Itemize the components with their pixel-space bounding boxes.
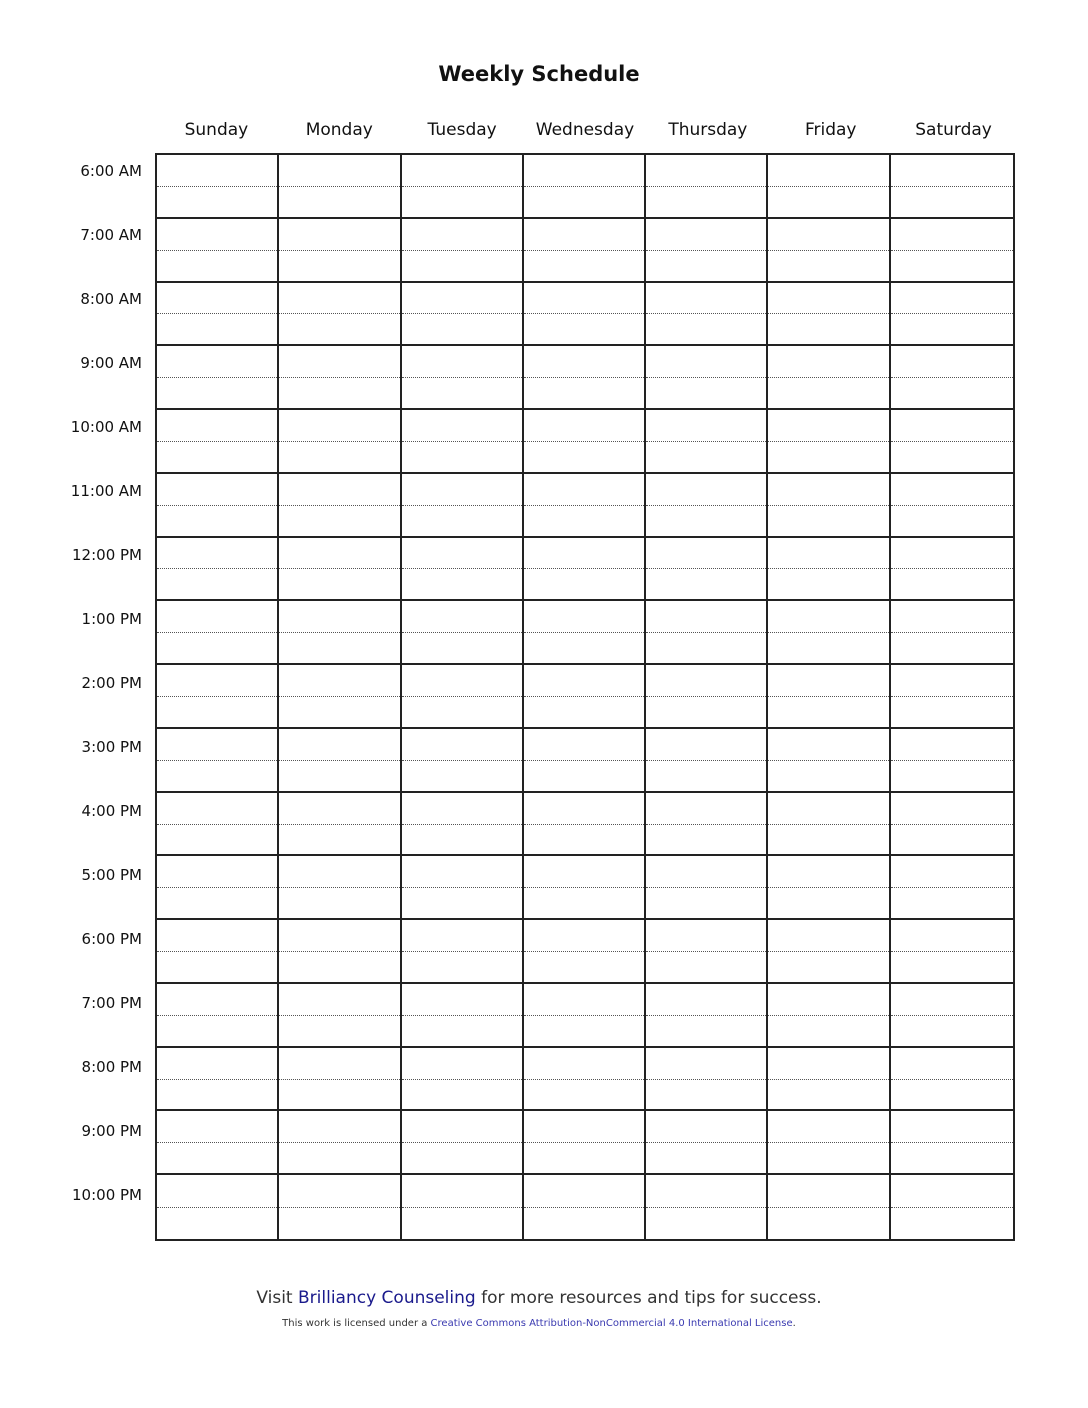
schedule-cell[interactable] [768, 793, 890, 857]
schedule-cell[interactable] [891, 155, 1013, 219]
schedule-cell[interactable] [768, 283, 890, 347]
day-header-sunday: Sunday [184, 120, 249, 140]
schedule-cell[interactable] [157, 1048, 279, 1112]
schedule-cell[interactable] [157, 410, 279, 474]
schedule-cell[interactable] [402, 665, 524, 729]
license-suffix: . [792, 1318, 796, 1329]
schedule-cell[interactable] [768, 410, 890, 474]
schedule-cell[interactable] [279, 1175, 401, 1239]
schedule-cell[interactable] [891, 1111, 1013, 1175]
schedule-cell[interactable] [402, 729, 524, 793]
schedule-cell[interactable] [402, 1175, 524, 1239]
schedule-cell[interactable] [768, 1048, 890, 1112]
schedule-cell[interactable] [646, 538, 768, 602]
schedule-cell[interactable] [524, 474, 646, 538]
day-header-friday: Friday [804, 120, 857, 140]
schedule-cell[interactable] [524, 283, 646, 347]
day-header-row [155, 117, 1015, 143]
schedule-cell[interactable] [646, 155, 768, 219]
schedule-cell[interactable] [646, 793, 768, 857]
schedule-cell[interactable] [646, 601, 768, 665]
schedule-cell[interactable] [646, 984, 768, 1048]
schedule-cell[interactable] [524, 665, 646, 729]
schedule-cell[interactable] [768, 1111, 890, 1175]
schedule-cell[interactable] [157, 283, 279, 347]
schedule-cell[interactable] [157, 1175, 279, 1239]
time-label: 6:00 AM [80, 162, 142, 180]
time-label: 10:00 PM [72, 1186, 142, 1204]
schedule-cell[interactable] [524, 346, 646, 410]
schedule-cell[interactable] [646, 1048, 768, 1112]
schedule-cell[interactable] [402, 410, 524, 474]
schedule-cell[interactable] [402, 793, 524, 857]
schedule-cell[interactable] [279, 920, 401, 984]
schedule-cell[interactable] [768, 155, 890, 219]
schedule-cell[interactable] [768, 920, 890, 984]
schedule-cell[interactable] [768, 538, 890, 602]
schedule-cell[interactable] [524, 601, 646, 665]
schedule-cell[interactable] [891, 219, 1013, 283]
schedule-cell[interactable] [402, 856, 524, 920]
schedule-cell[interactable] [646, 1175, 768, 1239]
schedule-cell[interactable] [524, 219, 646, 283]
time-label: 4:00 PM [81, 802, 142, 820]
schedule-cell[interactable] [279, 1111, 401, 1175]
schedule-cell[interactable] [891, 283, 1013, 347]
page-title: Weekly Schedule [438, 62, 640, 86]
schedule-cell[interactable] [646, 474, 768, 538]
schedule-cell[interactable] [768, 346, 890, 410]
time-label: 5:00 PM [81, 866, 142, 884]
schedule-cell[interactable] [891, 793, 1013, 857]
schedule-cell[interactable] [279, 984, 401, 1048]
schedule-cell[interactable] [768, 665, 890, 729]
schedule-cell[interactable] [157, 219, 279, 283]
schedule-cell[interactable] [524, 410, 646, 474]
schedule-grid [155, 153, 1015, 1241]
schedule-cell[interactable] [402, 920, 524, 984]
schedule-cell[interactable] [279, 793, 401, 857]
schedule-cell[interactable] [402, 474, 524, 538]
schedule-cell[interactable] [891, 665, 1013, 729]
schedule-cell[interactable] [157, 601, 279, 665]
day-header-tuesday: Tuesday [427, 120, 497, 140]
schedule-cell[interactable] [768, 984, 890, 1048]
schedule-cell[interactable] [157, 538, 279, 602]
time-label: 2:00 PM [81, 674, 142, 692]
schedule-cell[interactable] [279, 155, 401, 219]
schedule-cell[interactable] [402, 601, 524, 665]
schedule-cell[interactable] [402, 219, 524, 283]
schedule-cell[interactable] [279, 601, 401, 665]
schedule-cell[interactable] [646, 729, 768, 793]
schedule-cell[interactable] [157, 793, 279, 857]
schedule-cell[interactable] [891, 729, 1013, 793]
schedule-cell[interactable] [891, 856, 1013, 920]
schedule-cell[interactable] [279, 346, 401, 410]
schedule-cell[interactable] [524, 538, 646, 602]
schedule-cell[interactable] [768, 219, 890, 283]
time-label: 7:00 AM [80, 226, 142, 244]
schedule-cell[interactable] [768, 601, 890, 665]
schedule-cell[interactable] [891, 1175, 1013, 1239]
schedule-cell[interactable] [891, 410, 1013, 474]
time-label: 9:00 AM [80, 354, 142, 372]
schedule-cell[interactable] [524, 984, 646, 1048]
schedule-cell[interactable] [402, 1111, 524, 1175]
time-label: 1:00 PM [81, 610, 142, 628]
schedule-cell[interactable] [279, 283, 401, 347]
schedule-cell[interactable] [646, 665, 768, 729]
footer-text [0, 1288, 1078, 1308]
schedule-cell[interactable] [768, 856, 890, 920]
time-label: 12:00 PM [72, 546, 142, 564]
schedule-cell[interactable] [646, 1111, 768, 1175]
schedule-cell[interactable] [646, 346, 768, 410]
schedule-cell[interactable] [891, 474, 1013, 538]
schedule-cell[interactable] [768, 1175, 890, 1239]
schedule-cell[interactable] [279, 538, 401, 602]
schedule-cell[interactable] [279, 474, 401, 538]
schedule-cell[interactable] [891, 1048, 1013, 1112]
schedule-cell[interactable] [402, 538, 524, 602]
schedule-cell[interactable] [157, 346, 279, 410]
schedule-cell[interactable] [524, 1048, 646, 1112]
schedule-cell[interactable] [646, 283, 768, 347]
schedule-cell[interactable] [524, 1111, 646, 1175]
time-label: 10:00 AM [70, 418, 142, 436]
schedule-cell[interactable] [891, 601, 1013, 665]
schedule-cell[interactable] [402, 984, 524, 1048]
schedule-cell[interactable] [768, 474, 890, 538]
license-prefix: This work is licensed under a [282, 1318, 431, 1329]
time-label: 8:00 AM [80, 290, 142, 308]
schedule-cell[interactable] [402, 155, 524, 219]
schedule-cell[interactable] [279, 856, 401, 920]
schedule-cell[interactable] [768, 729, 890, 793]
time-label-column [40, 153, 142, 1241]
schedule-cell[interactable] [524, 793, 646, 857]
schedule-cell[interactable] [891, 984, 1013, 1048]
schedule-cell[interactable] [157, 1111, 279, 1175]
license-link[interactable]: Creative Commons Attribution-NonCommercial 4.0 International License [430, 1318, 793, 1329]
schedule-cell[interactable] [157, 474, 279, 538]
day-header-thursday: Thursday [668, 120, 748, 140]
schedule-cell[interactable] [157, 665, 279, 729]
schedule-cell[interactable] [402, 346, 524, 410]
schedule-cell[interactable] [279, 219, 401, 283]
time-label: 8:00 PM [81, 1058, 142, 1076]
schedule-cell[interactable] [279, 1048, 401, 1112]
day-header-monday: Monday [305, 120, 373, 140]
license-text [0, 1318, 1078, 1329]
brilliancy-counseling-link[interactable]: Brilliancy Counseling [298, 1288, 476, 1308]
schedule-cell[interactable] [279, 665, 401, 729]
schedule-cell[interactable] [524, 856, 646, 920]
schedule-cell[interactable] [646, 410, 768, 474]
schedule-cell[interactable] [524, 729, 646, 793]
schedule-cell[interactable] [157, 984, 279, 1048]
schedule-cell[interactable] [279, 729, 401, 793]
schedule-cell[interactable] [524, 920, 646, 984]
day-header-wednesday: Wednesday [535, 120, 635, 140]
time-label: 9:00 PM [81, 1122, 142, 1140]
time-label: 6:00 PM [81, 930, 142, 948]
schedule-cell[interactable] [157, 856, 279, 920]
day-header-saturday: Saturday [915, 120, 992, 140]
time-label: 7:00 PM [81, 994, 142, 1012]
schedule-cell[interactable] [891, 346, 1013, 410]
footer-prefix: Visit [256, 1288, 298, 1308]
time-label: 11:00 AM [70, 482, 142, 500]
schedule-cell[interactable] [524, 155, 646, 219]
footer-suffix: for more resources and tips for success. [475, 1288, 822, 1308]
schedule-cell[interactable] [646, 920, 768, 984]
schedule-cell[interactable] [157, 155, 279, 219]
schedule-cell[interactable] [524, 1175, 646, 1239]
schedule-cell[interactable] [646, 219, 768, 283]
schedule-cell[interactable] [891, 538, 1013, 602]
schedule-cell[interactable] [157, 729, 279, 793]
schedule-cell[interactable] [279, 410, 401, 474]
schedule-cell[interactable] [402, 1048, 524, 1112]
schedule-cell[interactable] [891, 920, 1013, 984]
schedule-cell[interactable] [402, 283, 524, 347]
time-label: 3:00 PM [81, 738, 142, 756]
schedule-cell[interactable] [646, 856, 768, 920]
schedule-cell[interactable] [157, 920, 279, 984]
